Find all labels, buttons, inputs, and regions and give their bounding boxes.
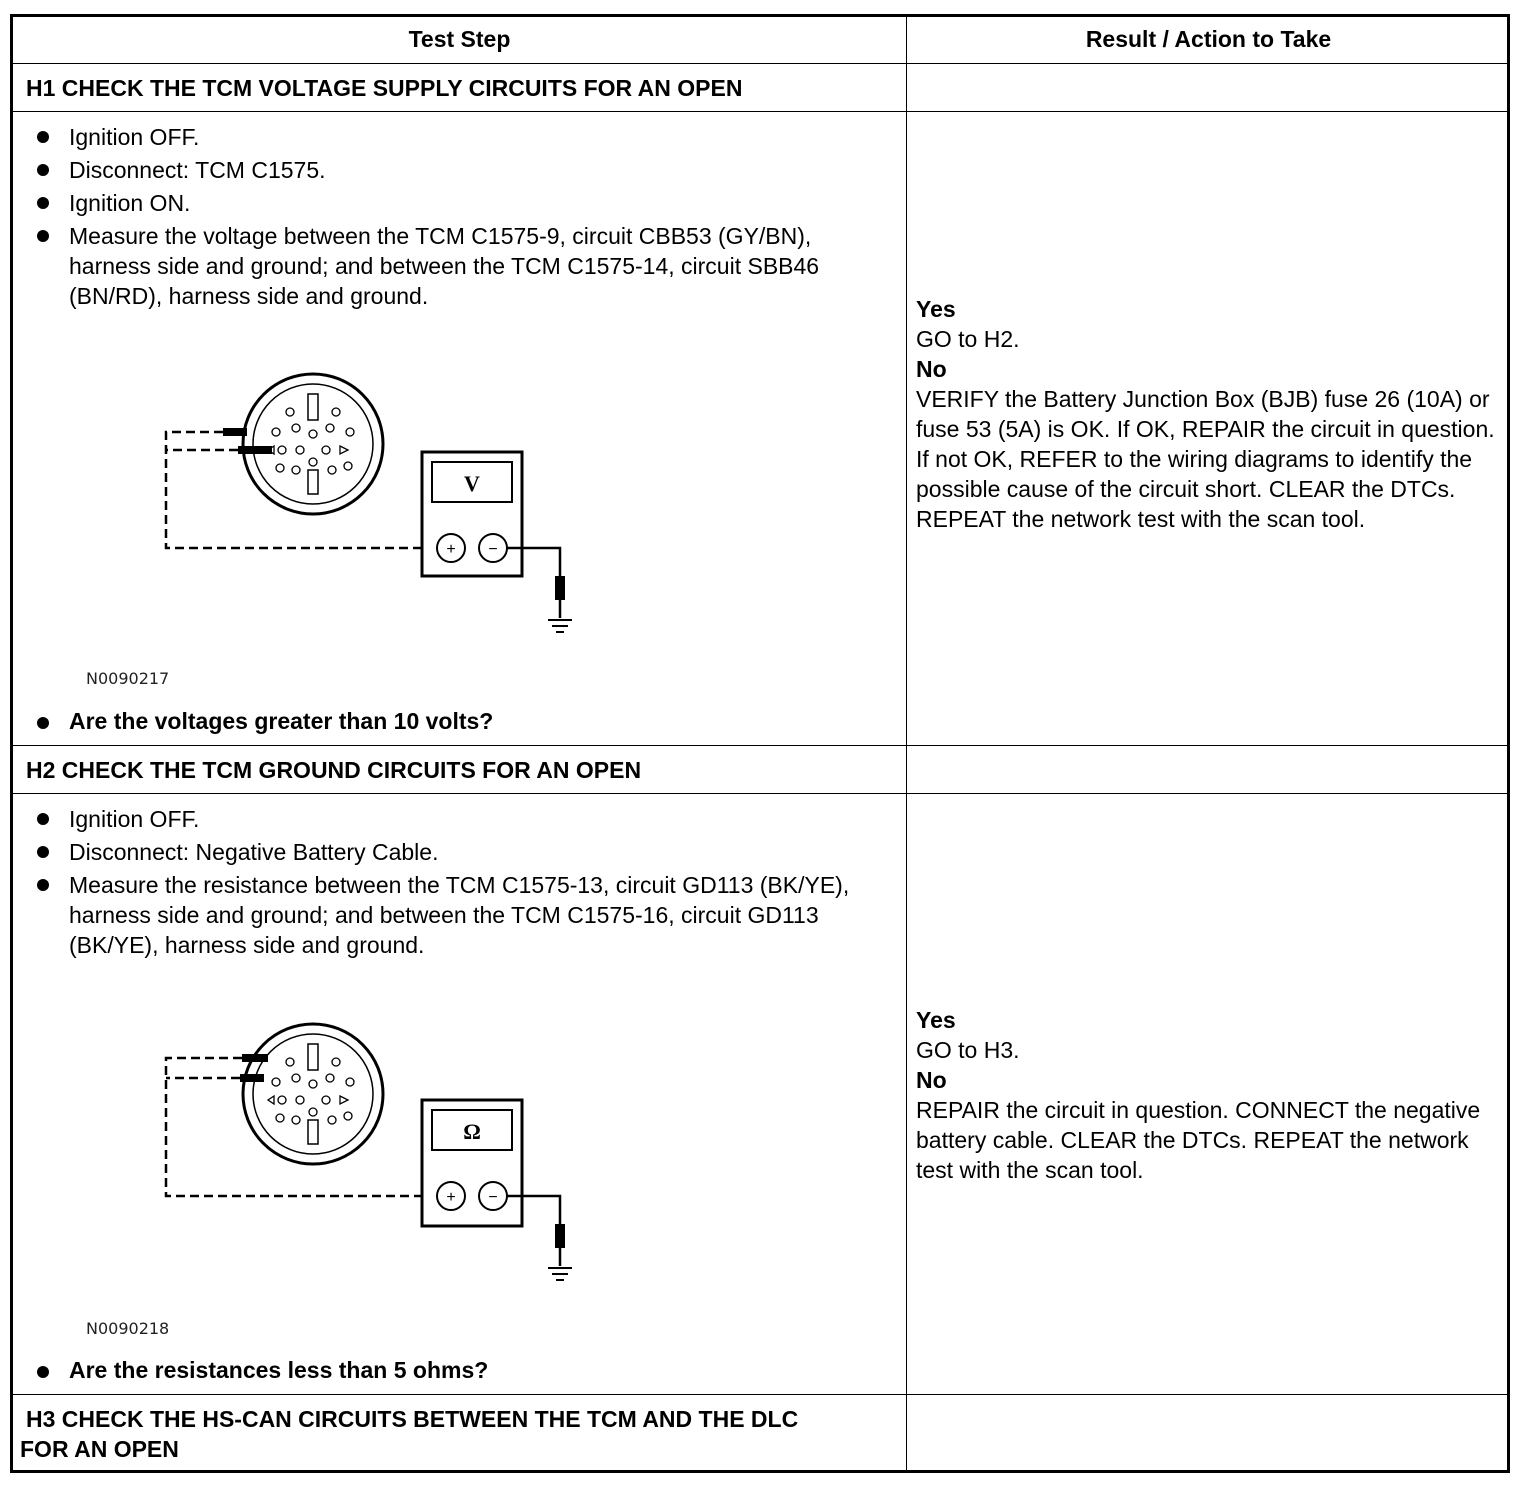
- row-divider: [10, 745, 1510, 746]
- row-divider: [10, 63, 1510, 64]
- row-divider: [10, 111, 1510, 112]
- no-action: REPAIR the circuit in question. CONNECT the negative battery cable. CLEAR the DTCs. REPEAT the network test with the scan tool.: [916, 1097, 1481, 1183]
- h3-title-line2: FOR AN OPEN: [20, 1436, 179, 1462]
- h1-step: Disconnect: TCM C1575.: [30, 155, 890, 185]
- h1-voltage-diagram: [150, 370, 590, 650]
- h2-step: Disconnect: Negative Battery Cable.: [30, 837, 860, 867]
- h1-step: Measure the voltage between the TCM C1575-9, circuit CBB53 (GY/BN), harness side and ground; and between the TCM C1575-14, circuit SBB46 (BN/RD), harness side and ground.: [30, 221, 890, 311]
- no-label: No: [916, 356, 947, 382]
- h1-result: [916, 294, 1506, 534]
- connector-c1575-icon: [243, 1024, 383, 1164]
- minus-terminal: −: [488, 1189, 498, 1206]
- h2-resistance-diagram: [150, 1020, 590, 1300]
- h2-question: Are the resistances less than 5 ohms?: [30, 1357, 488, 1384]
- h2-step: Measure the resistance between the TCM C1575-13, circuit GD113 (BK/YE), harness side and ground; and between the TCM C1575-16, circuit GD113 (BK/YE), harness side and ground.: [30, 870, 860, 960]
- h1-step-list: [30, 122, 890, 314]
- no-label: No: [916, 1067, 947, 1093]
- h1-step: Ignition ON.: [30, 188, 890, 218]
- yes-label: Yes: [916, 296, 956, 322]
- header-test-step: Test Step: [408, 26, 511, 52]
- no-action: VERIFY the Battery Junction Box (BJB) fuse 26 (10A) or fuse 53 (5A) is OK. If OK, REPAIR the circuit in question. If not OK, REFER to the wiring diagrams to identify the possible cause of the circuit short. CLEAR the DTCs. REPEAT the network test with the scan tool.: [916, 386, 1495, 532]
- h2-step-list: [30, 804, 860, 963]
- h1-step: Ignition OFF.: [30, 122, 890, 152]
- h2-figure-id: N0090218: [86, 1319, 170, 1338]
- h2-step: Ignition OFF.: [30, 804, 860, 834]
- meter-symbol: V: [464, 471, 480, 496]
- multimeter-icon: [422, 452, 522, 576]
- h1-figure-id: N0090217: [86, 669, 170, 688]
- header-result-action: Result / Action to Take: [1085, 26, 1332, 52]
- plus-terminal: +: [446, 1189, 456, 1206]
- meter-symbol: Ω: [463, 1119, 481, 1144]
- h1-title: H1 CHECK THE TCM VOLTAGE SUPPLY CIRCUITS FOR AN OPEN: [26, 75, 743, 101]
- column-divider: [906, 14, 907, 1473]
- h1-question: Are the voltages greater than 10 volts?: [30, 708, 493, 735]
- yes-action: GO to H2.: [916, 326, 1020, 352]
- plus-terminal: +: [446, 541, 456, 558]
- multimeter-icon: [422, 1100, 522, 1226]
- h2-title: H2 CHECK THE TCM GROUND CIRCUITS FOR AN OPEN: [26, 757, 642, 783]
- row-divider: [10, 1394, 1510, 1395]
- h3-title-line1: H3 CHECK THE HS-CAN CIRCUITS BETWEEN THE TCM AND THE DLC: [26, 1406, 799, 1432]
- yes-action: GO to H3.: [916, 1037, 1020, 1063]
- connector-c1575-icon: [243, 374, 383, 514]
- minus-terminal: −: [488, 541, 498, 558]
- row-divider: [10, 793, 1510, 794]
- h2-result: [916, 1005, 1506, 1185]
- yes-label: Yes: [916, 1007, 956, 1033]
